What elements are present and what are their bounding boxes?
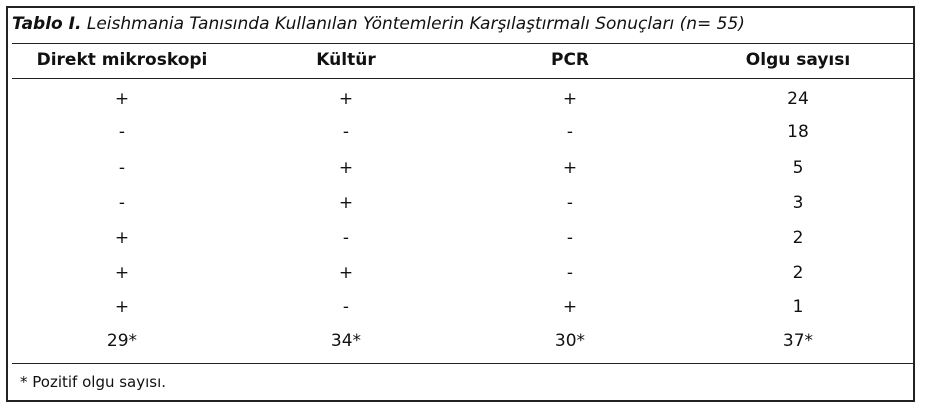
table-cell: +	[114, 228, 130, 248]
table-cell: +	[338, 263, 354, 283]
total-cell: 34*	[330, 331, 362, 351]
table-cell: +	[562, 158, 578, 178]
table-cell: -	[566, 263, 574, 283]
header-kultur: Kültür	[316, 50, 376, 70]
table-cell: -	[342, 122, 350, 142]
table-cell: 5	[792, 158, 804, 178]
caption-label: Tablo I.	[12, 14, 82, 34]
header-olgu-sayisi: Olgu sayısı	[745, 50, 851, 70]
table-cell: 3	[792, 193, 804, 213]
table-cell: +	[562, 89, 578, 109]
table-cell: +	[114, 89, 130, 109]
table-cell: -	[118, 122, 126, 142]
table-cell: -	[118, 158, 126, 178]
caption-text: Leishmania Tanısında Kullanılan Yöntemlerin Karşılaştırmalı Sonuçları (n= 55)	[81, 14, 745, 34]
table-cell: +	[114, 297, 130, 317]
table-footnote: * Pozitif olgu sayısı.	[20, 373, 167, 391]
table-cell: -	[342, 228, 350, 248]
table-cell: 1	[792, 297, 804, 317]
bottom-rule	[12, 363, 913, 364]
header-pcr: PCR	[550, 50, 590, 70]
table-cell: 2	[792, 228, 804, 248]
header-direkt-mikroskopi: Direkt mikroskopi	[36, 50, 208, 70]
header-rule	[12, 78, 913, 79]
total-cell: 30*	[554, 331, 586, 351]
table-caption	[12, 14, 745, 34]
table-cell: -	[566, 193, 574, 213]
table-cell: -	[118, 193, 126, 213]
table-cell: -	[566, 228, 574, 248]
table-cell: 2	[792, 263, 804, 283]
total-cell: 29*	[106, 331, 138, 351]
table-cell: +	[114, 263, 130, 283]
top-rule	[12, 43, 913, 44]
table-cell: -	[342, 297, 350, 317]
table-cell: +	[338, 89, 354, 109]
table-cell: +	[338, 193, 354, 213]
total-cell: 37*	[782, 331, 814, 351]
table-cell: +	[338, 158, 354, 178]
table-cell: 24	[787, 89, 809, 109]
table-cell: -	[566, 122, 574, 142]
table-cell: 18	[787, 122, 809, 142]
table-cell: +	[562, 297, 578, 317]
